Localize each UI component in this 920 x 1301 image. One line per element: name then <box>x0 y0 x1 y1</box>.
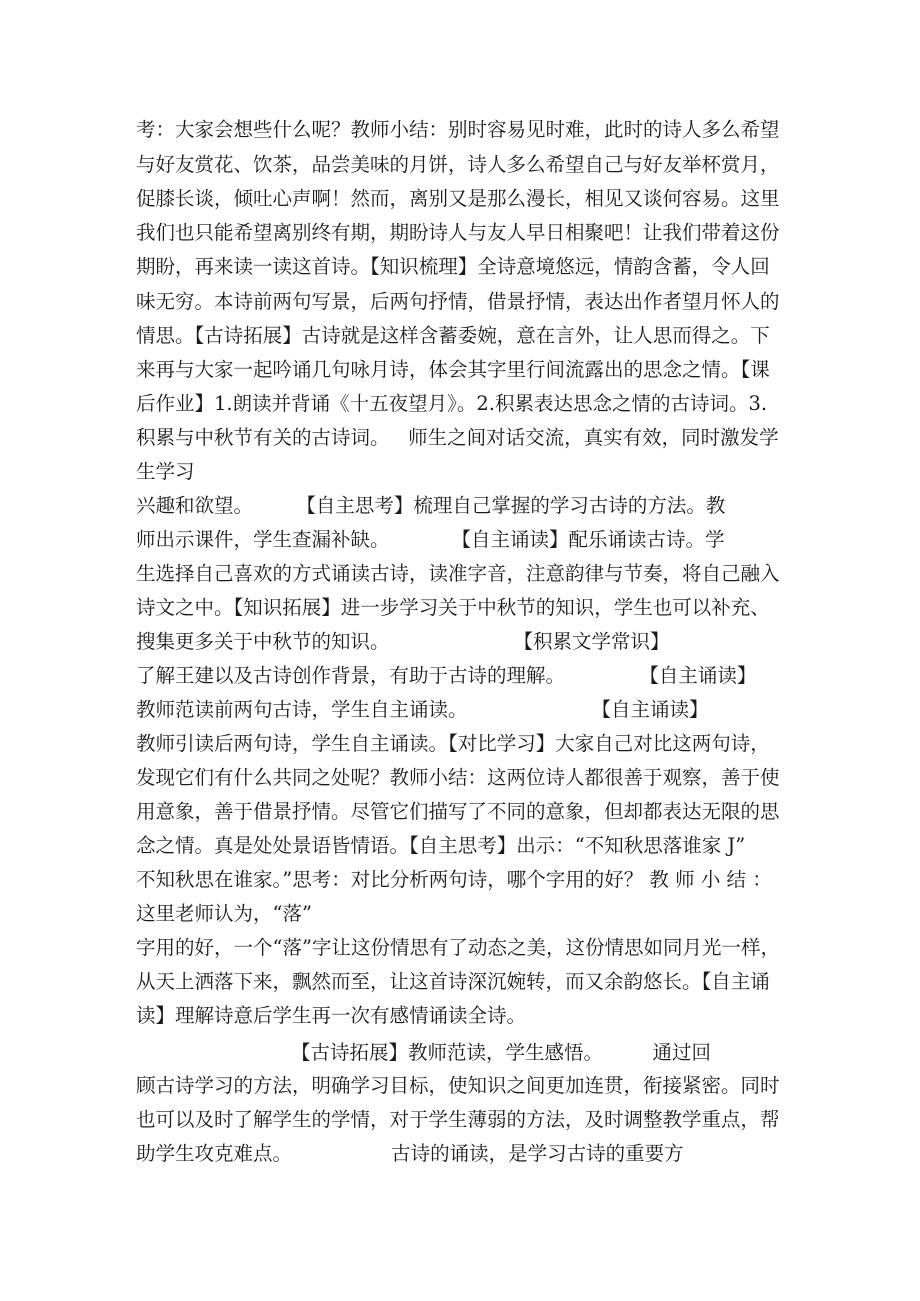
text-line: 味无穷。本诗前两句写景，后两句抒情，借景抒情，表达出作者望月怀人的 <box>136 290 780 313</box>
text-line: 读】理解诗意后学生再一次有感情诵读全诗。 <box>136 1004 527 1027</box>
text-line: 积累与中秋节有关的古诗词。 师生之间对话交流，真实有效，同时激发学 <box>136 426 779 449</box>
text-line: 诗文之中。【知识拓展】进一步学习关于中秋节的知识，学生也可以补充、 <box>136 596 770 619</box>
text-line: 后作业】1.朗读并背诵《十五夜望月》。2.积累表达思念之情的古诗词。3. <box>136 392 768 415</box>
text-line: 生选择自己喜欢的方式诵读古诗，读准字音，注意韵律与节奏，将自己融入 <box>136 562 780 585</box>
text-line: 搜集更多关于中秋节的知识。 【积累文学常识】 <box>136 630 670 653</box>
text-line: 字用的好，一个“落”字让这份情思有了动态之美，这份情思如同月光一样， <box>136 936 780 959</box>
text-line: 考：大家会想些什么呢？教师小结：别时容易见时难，此时的诗人多么希望 <box>136 118 780 141</box>
text-line: 助学生攻克难点。 古诗的诵读，是学习古诗的重要方 <box>136 1142 684 1165</box>
text-line: 生学习 <box>136 460 195 483</box>
text-line: 来再与大家一起吟诵几句咏月诗，体会其字里行间流露出的思念之情。【课 <box>136 358 770 381</box>
text-line: 教师引读后两句诗，学生自主诵读。【对比学习】大家自己对比这两句诗， <box>136 732 770 755</box>
text-line: 也可以及时了解学生的学情，对于学生薄弱的方法，及时调整教学重点，帮 <box>136 1108 780 1131</box>
text-line: 这里老师认为，“落” <box>136 902 312 925</box>
text-line: 情思。【古诗拓展】古诗就是这样含蓄委婉，意在言外，让人思而得之。下 <box>136 324 770 347</box>
text-line: 顾古诗学习的方法，明确学习目标，使知识之间更加连贯，衔接紧密。同时 <box>136 1074 780 1097</box>
text-line: 兴趣和欲望。 【自主思考】梳理自己掌握的学习古诗的方法。教 <box>136 494 726 517</box>
text-line: 念之情。真是处处景语皆情语。【自主思考】出示：“不知秋思落谁家 J” <box>136 834 746 857</box>
text-line: 发现它们有什么共同之处呢？教师小结：这两位诗人都很善于观察，善于使 <box>136 766 780 789</box>
text-line: 从天上洒落下来，飘然而至，让这首诗深沉婉转，而又余韵悠长。【自主诵 <box>136 970 770 993</box>
text-line: 促膝长谈，倾吐心声啊！然而，离别又是那么漫长，相见又谈何容易。这里 <box>136 187 780 210</box>
text-line: 期盼，再来读一读这首诗。【知识梳理】全诗意境悠远，情韵含蓄，令人回 <box>136 255 770 278</box>
text-line: 教师范读前两句古诗，学生自主诵读。 【自主诵读】 <box>136 698 709 721</box>
text-line: 【古诗拓展】教师范读，学生感悟。 通过回 <box>136 1041 712 1064</box>
text-line: 不知秋思在谁家。”思考：对比分析两句诗，哪个字用的好？ 教 师 小 结 ： <box>136 868 772 891</box>
text-line: 师出示课件，学生查漏补缺。 【自主诵读】配乐诵读古诗。学 <box>136 528 725 551</box>
text-line: 了解王建以及古诗创作背景，有助于古诗的理解。 【自主诵读】 <box>136 664 757 687</box>
text-line: 我们也只能希望离别终有期，期盼诗人与友人早日相聚吧！让我们带着这份 <box>136 221 780 244</box>
text-line: 与好友赏花、饮茶，品尝美味的月饼，诗人多么希望自己与好友举杯赏月， <box>136 153 780 176</box>
text-line: 用意象，善于借景抒情。尽管它们描写了不同的意象，但却都表达无限的思 <box>136 800 780 823</box>
